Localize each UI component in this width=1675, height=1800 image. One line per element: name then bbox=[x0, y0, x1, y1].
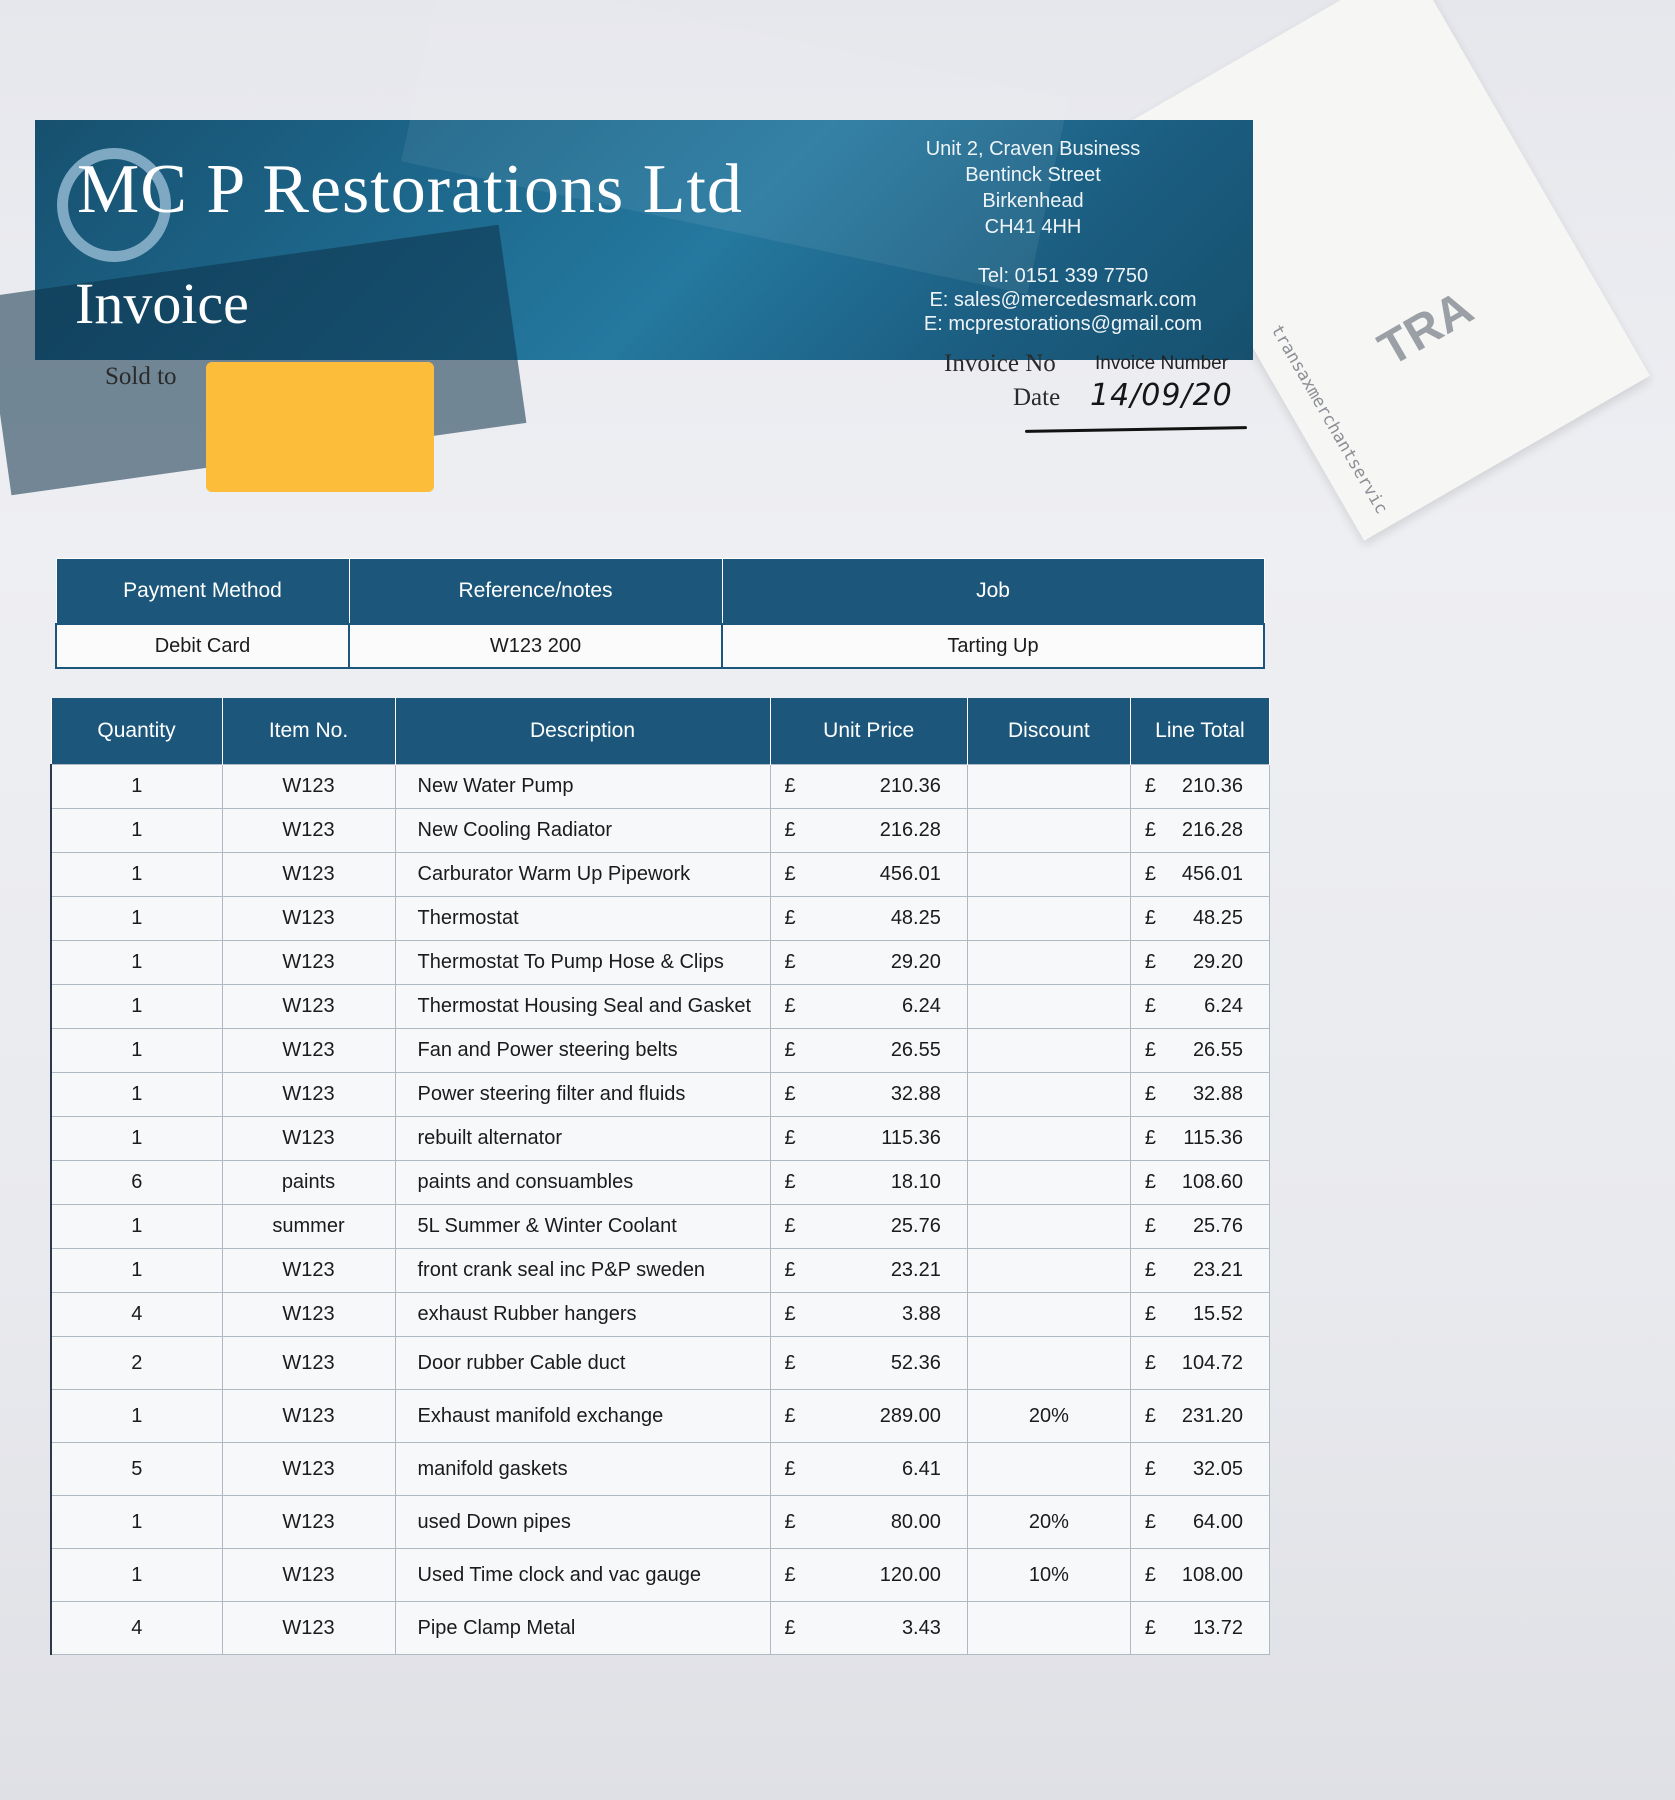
item-no-cell: W123 bbox=[222, 1293, 395, 1337]
line-total-cell: 64.00 bbox=[1168, 1496, 1270, 1549]
description-cell: Used Time clock and vac gauge bbox=[395, 1549, 770, 1602]
table-row bbox=[51, 853, 1270, 897]
unit-price-header: Unit Price bbox=[770, 698, 967, 765]
unit-price-cell: 29.20 bbox=[808, 941, 968, 985]
unit-price-cell: 216.28 bbox=[808, 809, 968, 853]
invoice-sheet bbox=[30, 0, 1310, 1800]
description-cell: manifold gaskets bbox=[395, 1443, 770, 1496]
unit-price-cell: 52.36 bbox=[808, 1337, 968, 1390]
quantity-cell: 1 bbox=[51, 1205, 222, 1249]
invoice-banner bbox=[35, 120, 1253, 360]
description-cell: New Cooling Radiator bbox=[395, 809, 770, 853]
table-row bbox=[51, 1337, 1270, 1390]
currency-symbol: £ bbox=[1130, 1390, 1168, 1443]
quantity-cell: 1 bbox=[51, 941, 222, 985]
description-cell: rebuilt alternator bbox=[395, 1117, 770, 1161]
table-row bbox=[51, 941, 1270, 985]
line-total-cell: 108.00 bbox=[1168, 1549, 1270, 1602]
currency-symbol: £ bbox=[770, 1293, 808, 1337]
item-no-cell: summer bbox=[222, 1205, 395, 1249]
line-total-cell: 6.24 bbox=[1168, 985, 1270, 1029]
unit-price-cell: 48.25 bbox=[808, 897, 968, 941]
currency-symbol: £ bbox=[770, 897, 808, 941]
line-total-cell: 29.20 bbox=[1168, 941, 1270, 985]
currency-symbol: £ bbox=[1130, 985, 1168, 1029]
email-gmail: E: mcprestorations@gmail.com bbox=[923, 313, 1203, 335]
quantity-cell: 6 bbox=[51, 1161, 222, 1205]
line-total-cell: 115.36 bbox=[1168, 1117, 1270, 1161]
quantity-cell: 4 bbox=[51, 1602, 222, 1655]
discount-cell bbox=[967, 1602, 1130, 1655]
currency-symbol: £ bbox=[1130, 1337, 1168, 1390]
description-cell: used Down pipes bbox=[395, 1496, 770, 1549]
table-row bbox=[51, 1390, 1270, 1443]
quantity-header: Quantity bbox=[51, 698, 222, 765]
item-no-cell: W123 bbox=[222, 1117, 395, 1161]
currency-symbol: £ bbox=[1130, 941, 1168, 985]
description-cell: Power steering filter and fluids bbox=[395, 1073, 770, 1117]
quantity-cell: 1 bbox=[51, 897, 222, 941]
line-total-cell: 216.28 bbox=[1168, 809, 1270, 853]
discount-cell bbox=[967, 1161, 1130, 1205]
item-no-cell: W123 bbox=[222, 1549, 395, 1602]
currency-symbol: £ bbox=[770, 941, 808, 985]
date-label: Date bbox=[1013, 384, 1061, 411]
currency-symbol: £ bbox=[770, 1205, 808, 1249]
reference-value: W123 200 bbox=[349, 624, 722, 668]
quantity-cell: 1 bbox=[51, 765, 222, 809]
item-no-cell: W123 bbox=[222, 809, 395, 853]
quantity-cell: 5 bbox=[51, 1443, 222, 1496]
company-address bbox=[903, 136, 1163, 240]
description-cell: Fan and Power steering belts bbox=[395, 1029, 770, 1073]
currency-symbol: £ bbox=[1130, 853, 1168, 897]
table-row bbox=[51, 1602, 1270, 1655]
item-no-cell: W123 bbox=[222, 853, 395, 897]
quantity-cell: 1 bbox=[51, 1496, 222, 1549]
table-row bbox=[51, 1073, 1270, 1117]
discount-cell: 20% bbox=[967, 1496, 1130, 1549]
currency-symbol: £ bbox=[1130, 1117, 1168, 1161]
discount-cell bbox=[967, 765, 1130, 809]
quantity-cell: 1 bbox=[51, 1117, 222, 1161]
unit-price-cell: 3.88 bbox=[808, 1293, 968, 1337]
line-total-cell: 13.72 bbox=[1168, 1602, 1270, 1655]
description-cell: Carburator Warm Up Pipework bbox=[395, 853, 770, 897]
currency-symbol: £ bbox=[1130, 1496, 1168, 1549]
currency-symbol: £ bbox=[770, 1602, 808, 1655]
line-total-cell: 32.05 bbox=[1168, 1443, 1270, 1496]
address-line: Birkenhead bbox=[982, 190, 1084, 212]
line-total-cell: 23.21 bbox=[1168, 1249, 1270, 1293]
discount-cell bbox=[967, 1249, 1130, 1293]
discount-cell bbox=[967, 1029, 1130, 1073]
receipt-text: transaxmerchantservic bbox=[1266, 321, 1392, 518]
currency-symbol: £ bbox=[1130, 765, 1168, 809]
discount-cell bbox=[967, 1073, 1130, 1117]
unit-price-cell: 26.55 bbox=[808, 1029, 968, 1073]
item-no-cell: W123 bbox=[222, 941, 395, 985]
line-total-cell: 210.36 bbox=[1168, 765, 1270, 809]
unit-price-cell: 210.36 bbox=[808, 765, 968, 809]
discount-cell bbox=[967, 985, 1130, 1029]
table-row bbox=[51, 809, 1270, 853]
currency-symbol: £ bbox=[770, 1117, 808, 1161]
discount-cell: 10% bbox=[967, 1549, 1130, 1602]
unit-price-cell: 456.01 bbox=[808, 853, 968, 897]
unit-price-cell: 120.00 bbox=[808, 1549, 968, 1602]
item-no-cell: W123 bbox=[222, 985, 395, 1029]
quantity-cell: 1 bbox=[51, 1249, 222, 1293]
discount-cell bbox=[967, 809, 1130, 853]
description-cell: Pipe Clamp Metal bbox=[395, 1602, 770, 1655]
item-no-cell: W123 bbox=[222, 1496, 395, 1549]
address-line: Bentinck Street bbox=[965, 164, 1101, 186]
line-total-cell: 108.60 bbox=[1168, 1161, 1270, 1205]
currency-symbol: £ bbox=[1130, 1161, 1168, 1205]
redacted-customer-block bbox=[206, 362, 434, 492]
description-header: Description bbox=[395, 698, 770, 765]
item-no-cell: W123 bbox=[222, 897, 395, 941]
currency-symbol: £ bbox=[1130, 809, 1168, 853]
handwritten-date: 14/09/20 bbox=[1090, 378, 1233, 413]
item-no-cell: W123 bbox=[222, 1390, 395, 1443]
item-no-cell: paints bbox=[222, 1161, 395, 1205]
currency-symbol: £ bbox=[770, 1337, 808, 1390]
description-cell: Thermostat Housing Seal and Gasket bbox=[395, 985, 770, 1029]
table-row bbox=[51, 1029, 1270, 1073]
description-cell: paints and consuambles bbox=[395, 1161, 770, 1205]
unit-price-cell: 6.41 bbox=[808, 1443, 968, 1496]
unit-price-cell: 32.88 bbox=[808, 1073, 968, 1117]
unit-price-cell: 6.24 bbox=[808, 985, 968, 1029]
document-title: Invoice bbox=[75, 271, 249, 336]
job-header: Job bbox=[722, 559, 1264, 625]
line-total-cell: 26.55 bbox=[1168, 1029, 1270, 1073]
discount-cell bbox=[967, 1117, 1130, 1161]
company-contact bbox=[913, 264, 1213, 336]
currency-symbol: £ bbox=[770, 1390, 808, 1443]
currency-symbol: £ bbox=[1130, 1443, 1168, 1496]
currency-symbol: £ bbox=[1130, 1249, 1168, 1293]
item-no-cell: W123 bbox=[222, 1602, 395, 1655]
discount-cell bbox=[967, 853, 1130, 897]
currency-symbol: £ bbox=[770, 1249, 808, 1293]
unit-price-cell: 25.76 bbox=[808, 1205, 968, 1249]
unit-price-cell: 289.00 bbox=[808, 1390, 968, 1443]
item-no-cell: W123 bbox=[222, 765, 395, 809]
table-row bbox=[51, 1249, 1270, 1293]
line-total-cell: 456.01 bbox=[1168, 853, 1270, 897]
payment-method-value: Debit Card bbox=[56, 624, 349, 668]
discount-header: Discount bbox=[967, 698, 1130, 765]
currency-symbol: £ bbox=[1130, 1549, 1168, 1602]
job-value: Tarting Up bbox=[722, 624, 1264, 668]
item-no-cell: W123 bbox=[222, 1249, 395, 1293]
currency-symbol: £ bbox=[770, 1073, 808, 1117]
line-items-body bbox=[51, 765, 1270, 1655]
unit-price-cell: 3.43 bbox=[808, 1602, 968, 1655]
item-no-cell: W123 bbox=[222, 1443, 395, 1496]
line-total-cell: 25.76 bbox=[1168, 1205, 1270, 1249]
discount-cell bbox=[967, 1337, 1130, 1390]
table-row bbox=[51, 1205, 1270, 1249]
table-row bbox=[51, 1549, 1270, 1602]
description-cell: exhaust Rubber hangers bbox=[395, 1293, 770, 1337]
quantity-cell: 1 bbox=[51, 853, 222, 897]
company-name: MC P Restorations Ltd bbox=[77, 151, 743, 228]
currency-symbol: £ bbox=[770, 853, 808, 897]
quantity-cell: 1 bbox=[51, 1029, 222, 1073]
currency-symbol: £ bbox=[770, 1496, 808, 1549]
item-no-cell: W123 bbox=[222, 1029, 395, 1073]
table-row bbox=[51, 1293, 1270, 1337]
email-sales: E: sales@mercedesmark.com bbox=[929, 289, 1197, 311]
description-cell: Exhaust manifold exchange bbox=[395, 1390, 770, 1443]
quantity-cell: 1 bbox=[51, 1073, 222, 1117]
currency-symbol: £ bbox=[770, 1161, 808, 1205]
currency-symbol: £ bbox=[770, 1549, 808, 1602]
quantity-cell: 2 bbox=[51, 1337, 222, 1390]
date-underline bbox=[1025, 426, 1247, 433]
line-total-cell: 104.72 bbox=[1168, 1337, 1270, 1390]
receipt-logo-text: TRA bbox=[1369, 281, 1482, 377]
discount-cell bbox=[967, 941, 1130, 985]
invoice-no-label: Invoice No bbox=[944, 350, 1056, 377]
currency-symbol: £ bbox=[770, 809, 808, 853]
table-row bbox=[51, 765, 1270, 809]
unit-price-cell: 80.00 bbox=[808, 1496, 968, 1549]
description-cell: Thermostat To Pump Hose & Clips bbox=[395, 941, 770, 985]
currency-symbol: £ bbox=[1130, 897, 1168, 941]
unit-price-cell: 115.36 bbox=[808, 1117, 968, 1161]
line-total-cell: 48.25 bbox=[1168, 897, 1270, 941]
item-no-cell: W123 bbox=[222, 1073, 395, 1117]
table-row bbox=[51, 1161, 1270, 1205]
table-row bbox=[51, 985, 1270, 1029]
invoice-no-value: Invoice Number bbox=[1095, 353, 1229, 374]
description-cell: front crank seal inc P&P sweden bbox=[395, 1249, 770, 1293]
currency-symbol: £ bbox=[1130, 1029, 1168, 1073]
currency-symbol: £ bbox=[770, 765, 808, 809]
discount-cell bbox=[967, 1205, 1130, 1249]
payment-table bbox=[55, 558, 1265, 669]
address-line: Unit 2, Craven Business bbox=[925, 138, 1141, 160]
quantity-cell: 1 bbox=[51, 809, 222, 853]
sold-to-label: Sold to bbox=[105, 363, 177, 390]
phone: Tel: 0151 339 7750 bbox=[977, 265, 1149, 287]
currency-symbol: £ bbox=[770, 1029, 808, 1073]
line-items-table bbox=[50, 698, 1270, 1655]
currency-symbol: £ bbox=[770, 985, 808, 1029]
table-row bbox=[51, 897, 1270, 941]
unit-price-cell: 18.10 bbox=[808, 1161, 968, 1205]
description-cell: Thermostat bbox=[395, 897, 770, 941]
discount-cell bbox=[967, 897, 1130, 941]
line-total-cell: 231.20 bbox=[1168, 1390, 1270, 1443]
line-total-cell: 32.88 bbox=[1168, 1073, 1270, 1117]
quantity-cell: 1 bbox=[51, 1549, 222, 1602]
currency-symbol: £ bbox=[1130, 1293, 1168, 1337]
discount-cell bbox=[967, 1443, 1130, 1496]
table-row bbox=[51, 1443, 1270, 1496]
quantity-cell: 1 bbox=[51, 985, 222, 1029]
description-cell: Door rubber Cable duct bbox=[395, 1337, 770, 1390]
currency-symbol: £ bbox=[1130, 1602, 1168, 1655]
discount-cell bbox=[967, 1293, 1130, 1337]
line-total-header: Line Total bbox=[1130, 698, 1269, 765]
table-row bbox=[51, 1496, 1270, 1549]
description-cell: New Water Pump bbox=[395, 765, 770, 809]
currency-symbol: £ bbox=[770, 1443, 808, 1496]
address-line: CH41 4HH bbox=[984, 216, 1082, 238]
item-no-cell: W123 bbox=[222, 1337, 395, 1390]
line-total-cell: 15.52 bbox=[1168, 1293, 1270, 1337]
quantity-cell: 4 bbox=[51, 1293, 222, 1337]
unit-price-cell: 23.21 bbox=[808, 1249, 968, 1293]
discount-cell: 20% bbox=[967, 1390, 1130, 1443]
quantity-cell: 1 bbox=[51, 1390, 222, 1443]
item-no-header: Item No. bbox=[222, 698, 395, 765]
currency-symbol: £ bbox=[1130, 1073, 1168, 1117]
payment-method-header: Payment Method bbox=[56, 559, 349, 625]
reference-header: Reference/notes bbox=[349, 559, 722, 625]
table-row bbox=[51, 1117, 1270, 1161]
currency-symbol: £ bbox=[1130, 1205, 1168, 1249]
description-cell: 5L Summer & Winter Coolant bbox=[395, 1205, 770, 1249]
